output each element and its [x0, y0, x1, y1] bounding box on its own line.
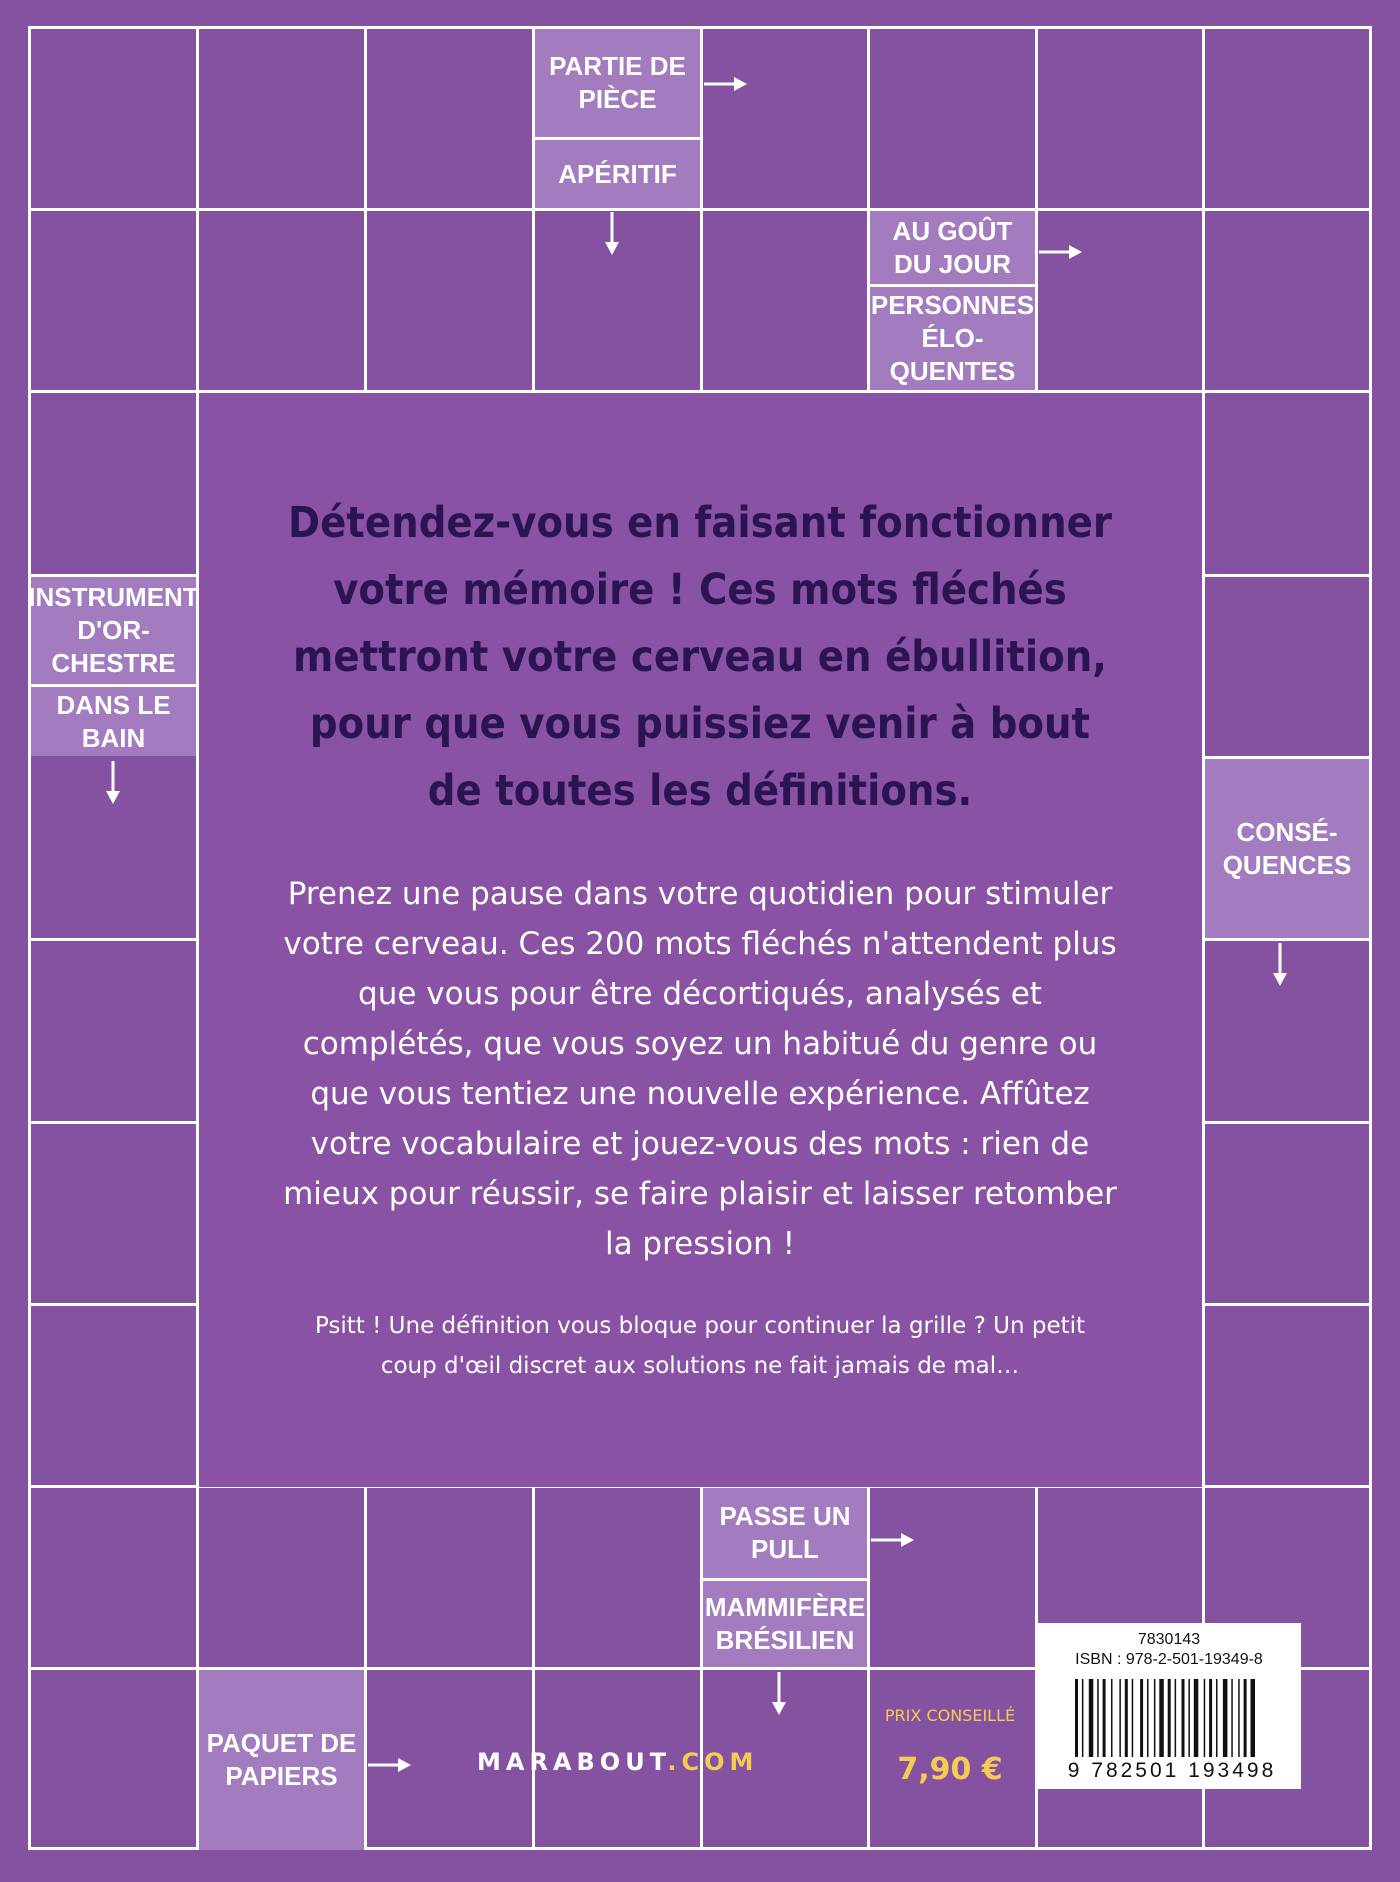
- grid-line: [1202, 1121, 1372, 1124]
- barcode-icon: [1075, 1679, 1265, 1761]
- headline: Détendez-vous en faisant fonctionner votre mémoire ! Ces mots fléchés mettront votre cerveau en ébullition, pour que vous puissiez venir à bout de toutes les définitions.: [288, 498, 1112, 816]
- arrow-down-icon: [105, 761, 121, 805]
- arrow-right-icon: [704, 76, 748, 92]
- arrow-right-icon: [871, 1532, 915, 1548]
- arrow-down-icon: [604, 212, 620, 256]
- hint-text: Psitt ! Une définition vous bloque pour continuer la grille ? Un petit coup d'œil discret aux solutions ne fait jamais de mal…: [314, 1313, 1086, 1379]
- definition-dans-le-bain: DANS LE BAIN: [31, 687, 196, 756]
- isbn: ISBN : 978-2-501-19349-8: [1075, 1651, 1263, 1668]
- product-code: 7830143: [1137, 1631, 1201, 1648]
- body-text: Prenez une pause dans votre quotidien pour stimuler votre cerveau. Ces 200 mots fléchés n'attendent plus que vous pour être décortiqués, analysés et complétés, que vous soyez un habitué du genre ou que vous tentiez une nouvelle expérience. Affûtez votre vocabulaire et jouez-vous des mots : rien de mieux pour réussir, se faire plaisir et laisser retomber la pression !: [283, 876, 1117, 1262]
- barcode-panel: [1037, 1623, 1301, 1789]
- definition-personnes-eloquentes: PERSONNES ÉLO-QUENTES: [870, 287, 1035, 390]
- arrow-down-icon: [1272, 943, 1288, 987]
- price-value: 7,90 €: [897, 1752, 1003, 1787]
- definition-aperitif: APÉRITIF: [535, 140, 700, 208]
- arrow-down-icon: [771, 1672, 787, 1716]
- definition-instrument-dorchestre: INSTRUMENT D'OR-CHESTRE: [31, 577, 196, 684]
- grid-line: [28, 938, 198, 941]
- publisher-logo: [477, 1748, 758, 1776]
- definition-consequences: CONSÉ-QUENCES: [1205, 759, 1369, 938]
- arrow-right-icon: [368, 1757, 412, 1773]
- grid-line: [28, 1121, 198, 1124]
- definition-passe-un-pull: PASSE UN PULL: [703, 1488, 867, 1578]
- definition-au-gout-du-jour: AU GOÛT DU JOUR: [870, 211, 1035, 284]
- publisher-suffix: .COM: [667, 1748, 759, 1776]
- grid-line: [1202, 574, 1372, 577]
- barcode-digits: 9 782501 193498: [1067, 1759, 1277, 1782]
- grid-line: [28, 1303, 198, 1306]
- definition-paquet-de-papiers: PAQUET DE PAPIERS: [199, 1670, 364, 1850]
- price-label: PRIX CONSEILLÉ: [884, 1706, 1016, 1725]
- definition-partie-de-piece: PARTIE DE PIÈCE: [535, 29, 700, 137]
- definition-mammifere-bresilien: MAMMIFÈRE BRÉSILIEN: [703, 1581, 867, 1667]
- grid-line: [1202, 1303, 1372, 1306]
- arrow-right-icon: [1039, 244, 1083, 260]
- publisher-name: MARABOUT: [477, 1748, 668, 1776]
- grid-line: [28, 208, 1372, 211]
- grid-line: [1202, 938, 1372, 941]
